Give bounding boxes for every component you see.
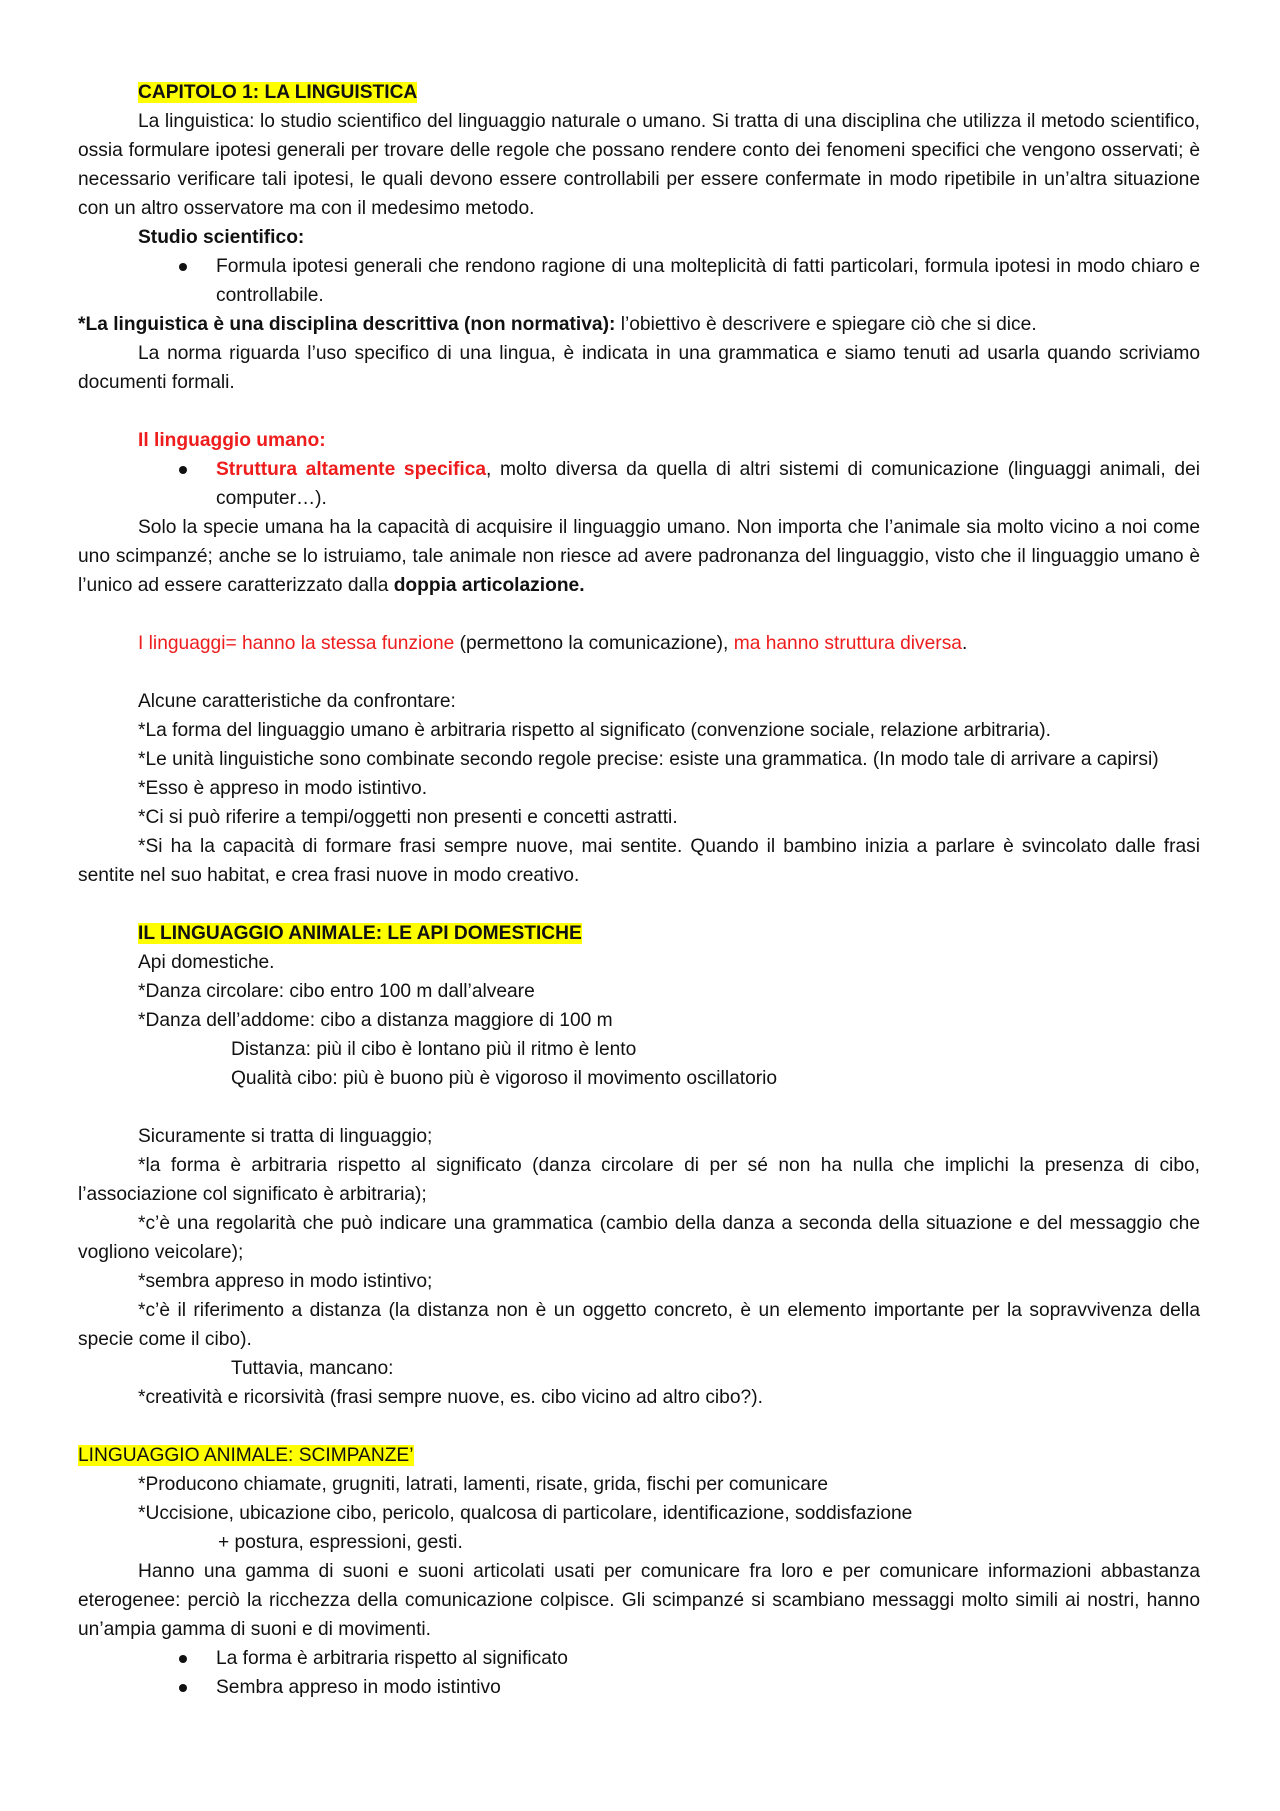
bullet-list xyxy=(78,1644,1200,1702)
document-page xyxy=(78,78,1200,1702)
feature-item: *La forma del linguaggio umano è arbitraria rispetto al significato (convenzione sociale, relazione arbitraria). xyxy=(138,720,1051,741)
list-item: La forma è arbitraria rispetto al significato xyxy=(78,1644,1200,1673)
text-line: *Uccisione, ubicazione cibo, pericolo, qualcosa di particolare, identificazione, soddisfazione xyxy=(138,1503,913,1524)
bullet-list xyxy=(78,455,1200,513)
section-heading: LINGUAGGIO ANIMALE: SCIMPANZE’ xyxy=(78,1445,414,1466)
bullet-dot-icon xyxy=(179,1655,187,1663)
bullet-dot-icon xyxy=(179,263,187,271)
text-line: *Danza circolare: cibo entro 100 m dall’alveare xyxy=(138,981,535,1002)
point-item: *la forma è arbitraria rispetto al significato (danza circolare di per sé non ha nulla che implichi la presenza di cibo, l’associazione col significato è arbitraria); xyxy=(78,1155,1200,1205)
paragraph-descriptive: *La linguistica è una disciplina descrittiva (non normativa): l’obiettivo è descrivere e spiegare ciò che si dice. xyxy=(78,314,1037,335)
list-item: Struttura altamente specifica, molto diversa da quella di altri sistemi di comunicazione (linguaggi animali, dei computer…). xyxy=(78,455,1200,513)
text-line: Qualità cibo: più è buono più è vigoroso il movimento oscillatorio xyxy=(231,1068,778,1089)
feature-item: *Esso è appreso in modo istintivo. xyxy=(138,778,428,799)
text-line: *creatività e ricorsività (frasi sempre nuove, es. cibo vicino ad altro cibo?). xyxy=(138,1387,763,1408)
paragraph-languages: I linguaggi= hanno la stessa funzione (permettono la comunicazione), ma hanno struttura diversa. xyxy=(138,633,968,654)
list-item: Formula ipotesi generali che rendono ragione di una molteplicità di fatti particolari, formula ipotesi in modo chiaro e controllabile. xyxy=(78,252,1200,310)
text-line: *Producono chiamate, grugniti, latrati, lamenti, risate, grida, fischi per comunicare xyxy=(138,1474,829,1495)
paragraph-norm: La norma riguarda l’uso specifico di una lingua, è indicata in una grammatica e siamo tenuti ad usarla quando scriviamo documenti formali. xyxy=(78,343,1200,393)
paragraph-human-language: Solo la specie umana ha la capacità di acquisire il linguaggio umano. Non importa che l’animale sia molto vicino a noi come uno scimpanzé; anche se lo istruiamo, tale animale non riesce ad avere padronanza del linguaggio, visto che il linguaggio umano è l’unico ad essere caratterizzato dalla doppia articolazione. xyxy=(78,517,1200,596)
text-line: Api domestiche. xyxy=(138,952,275,973)
section-heading: Il linguaggio umano: xyxy=(138,430,326,451)
paragraph-intro: La linguistica: lo studio scientifico del linguaggio naturale o umano. Si tratta di una disciplina che utilizza il metodo scientifico, ossia formulare ipotesi generali per trovare delle regole che possano rendere conto dei fenomeni specifici che vengono osservati; è necessario verificare tali ipotesi, le quali devono essere controllabili per essere confermate in modo ripetibile in un’altra situazione con un altro osservatore ma con il medesimo metodo. xyxy=(78,111,1200,219)
feature-item: *Si ha la capacità di formare frasi sempre nuove, mai sentite. Quando il bambino inizia a parlare è svincolato dalle frasi sentite nel suo habitat, e crea frasi nuove in modo creativo. xyxy=(78,836,1200,886)
text-line: + postura, espressioni, gesti. xyxy=(218,1532,463,1553)
section-heading: IL LINGUAGGIO ANIMALE: LE API DOMESTICHE xyxy=(138,923,582,944)
section-heading: CAPITOLO 1: LA LINGUISTICA xyxy=(138,82,418,103)
features-intro: Alcune caratteristiche da confrontare: xyxy=(138,691,456,712)
bullet-dot-icon xyxy=(179,1684,187,1692)
feature-item: *Le unità linguistiche sono combinate secondo regole precise: esiste una grammatica. (In modo tale di arrivare a capirsi) xyxy=(138,749,1159,770)
list-item: Sembra appreso in modo istintivo xyxy=(78,1673,1200,1702)
text-line: Distanza: più il cibo è lontano più il ritmo è lento xyxy=(231,1039,637,1060)
point-item: *c’è il riferimento a distanza (la distanza non è un oggetto concreto, è un elemento importante per la sopravvivenza della specie come il cibo). xyxy=(78,1300,1200,1350)
text-line: *Danza dell’addome: cibo a distanza maggiore di 100 m xyxy=(138,1010,613,1031)
bullet-dot-icon xyxy=(179,466,187,474)
text-line: Sicuramente si tratta di linguaggio; xyxy=(138,1126,433,1147)
point-item: *sembra appreso in modo istintivo; xyxy=(138,1271,433,1292)
text-line: Tuttavia, mancano: xyxy=(231,1358,394,1379)
point-item: *c’è una regolarità che può indicare una grammatica (cambio della danza a seconda della situazione e del messaggio che vogliono veicolare); xyxy=(78,1213,1200,1263)
paragraph-chimps: Hanno una gamma di suoni e suoni articolati usati per comunicare fra loro e per comunicare informazioni abbastanza eterogenee: perciò la ricchezza della comunicazione colpisce. Gli scimpanzé si scambiano messaggi molto simili ai nostri, hanno un’ampia gamma di suoni e di movimenti. xyxy=(78,1561,1200,1640)
bullet-list xyxy=(78,252,1200,310)
subheading: Studio scientifico: xyxy=(138,227,305,248)
feature-item: *Ci si può riferire a tempi/oggetti non presenti e concetti astratti. xyxy=(138,807,678,828)
